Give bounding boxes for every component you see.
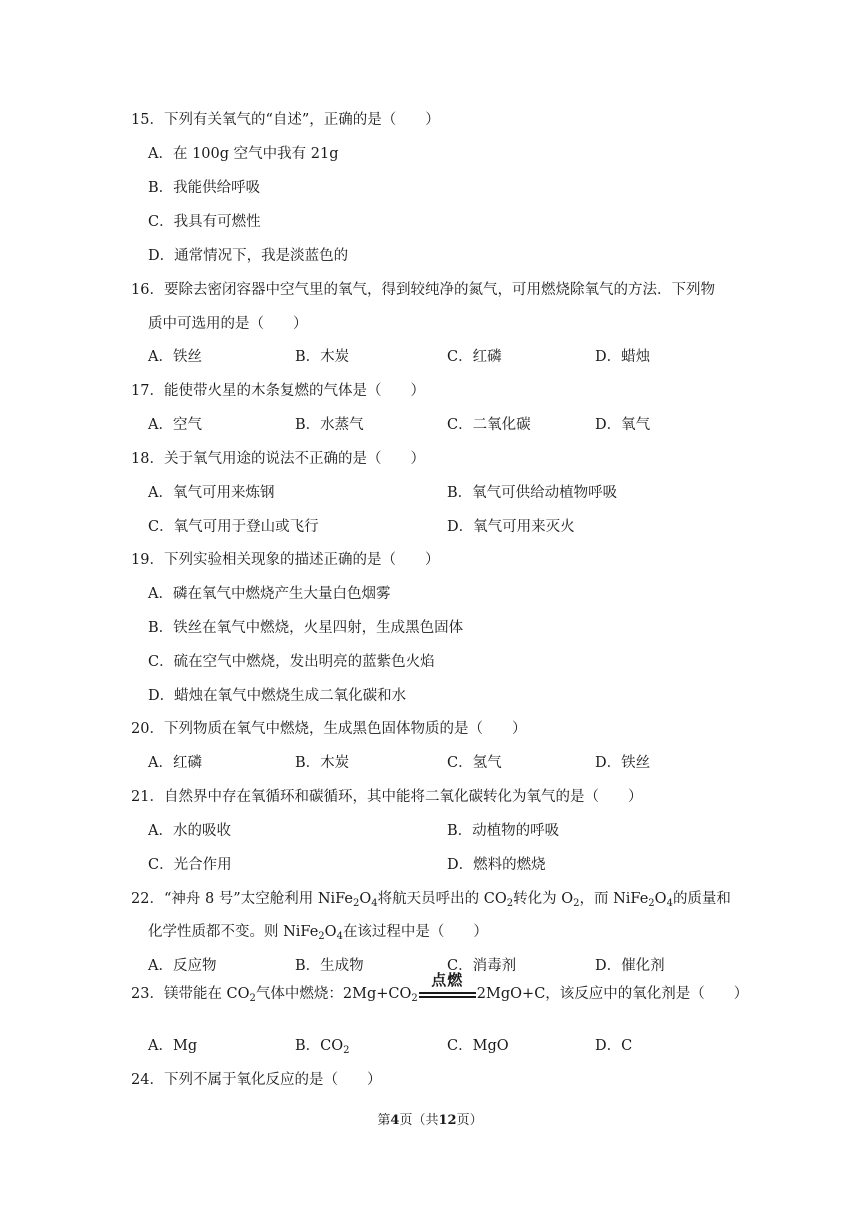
question-15-option-b: B．我能供给呼吸 [148, 180, 261, 196]
question-20-option-b: B．木炭 [295, 755, 350, 771]
question-23-option-c: C．MgO [447, 1038, 509, 1054]
question-16-option-c: C．红磷 [447, 349, 502, 365]
question-20-option-a: A．红磷 [148, 755, 202, 771]
question-18-option-b: B．氧气可供给动植物呼吸 [447, 485, 618, 501]
question-17-option-a: A．空气 [148, 417, 202, 433]
question-15-option-d: D．通常情况下，我是淡蓝色的 [148, 248, 349, 264]
question-23-stem: 23．镁带能在 $CO_2$气体中燃烧：$2Mg+CO_2$ 点燃 2MgO+C，该反应中的氧化剂是（ ） [131, 971, 749, 1004]
question-19-option-a: A．磷在氧气中燃烧产生大量白色烟雾 [148, 586, 391, 602]
page-footer: 第4页（共12页） [377, 1113, 483, 1128]
question-20-option-d: D．铁丝 [595, 755, 651, 771]
question-17-option-d: D．氧气 [595, 417, 651, 433]
question-17-stem: 17．能使带火星的木条复燃的气体是（ ） [131, 383, 425, 399]
question-19-option-c: C．硫在空气中燃烧，发出明亮的蓝紫色火焰 [148, 654, 435, 670]
question-15-stem: 15．下列有关氧气的“自述”，正确的是（ ） [131, 112, 440, 128]
question-22-option-b: B．生成物 [295, 958, 364, 974]
question-21-option-c: C．光合作用 [148, 857, 232, 873]
question-20-option-c: C．氢气 [447, 755, 502, 771]
question-22-option-c: C．消毒剂 [447, 958, 517, 974]
question-22-stem-line1: 22．“神舟 8 号”太空舱利用 $NiFe_2O_4$将航天员呼出的 $CO_2$转化为 $O_2$，而 $NiFe_2O_4$的质量和 [131, 891, 731, 909]
question-16-option-d: D．蜡烛 [595, 349, 651, 365]
question-22-option-a: A．反应物 [148, 958, 217, 974]
question-22-stem-line2: 化学性质都不变。则 $NiFe_2O_4$在该过程中是（ ） [148, 924, 488, 942]
question-15-option-c: C．我具有可燃性 [148, 214, 261, 230]
question-21-stem: 21．自然界中存在氧循环和碳循环，其中能将二氧化碳转化为氧气的是（ ） [131, 789, 643, 805]
question-17-option-c: C．二氧化碳 [447, 417, 531, 433]
question-23-option-b: B．$CO_2$ [295, 1038, 350, 1056]
question-18-option-a: A．氧气可用来炼钢 [148, 485, 275, 501]
question-15-option-a: A．在 100g 空气中我有 21g [148, 146, 339, 162]
question-19-option-d: D．蜡烛在氧气中燃烧生成二氧化碳和水 [148, 688, 407, 704]
question-16-option-b: B．木炭 [295, 349, 350, 365]
question-24-stem: 24．下列不属于氧化反应的是（ ） [131, 1072, 382, 1088]
question-18-stem: 18．关于氧气用途的说法不正确的是（ ） [131, 451, 425, 467]
question-21-option-d: D．燃料的燃烧 [447, 857, 546, 873]
question-22-option-d: D．催化剂 [595, 958, 665, 974]
question-21-option-b: B．动植物的呼吸 [447, 823, 560, 839]
question-23-option-a: A．Mg [148, 1038, 198, 1054]
question-19-stem: 19．下列实验相关现象的描述正确的是（ ） [131, 552, 440, 568]
page-total: 12 [438, 1113, 457, 1128]
question-16-option-a: A．铁丝 [148, 349, 202, 365]
question-17-option-b: B．水蒸气 [295, 417, 364, 433]
page-number: 4 [390, 1113, 400, 1128]
reaction-arrow [419, 971, 476, 1004]
question-21-option-a: A．水的吸收 [148, 823, 231, 839]
question-16-stem-line2: 质中可选用的是（ ） [148, 316, 308, 332]
question-20-stem: 20．下列物质在氧气中燃烧，生成黑色固体物质的是（ ） [131, 721, 527, 737]
question-18-option-c: C．氧气可用于登山或飞行 [148, 519, 319, 535]
question-23-option-d: D．C [595, 1038, 633, 1054]
question-18-option-d: D．氧气可用来灭火 [447, 519, 575, 535]
question-16-stem-line1: 16．要除去密闭容器中空气里的氧气，得到较纯净的氮气，可用燃烧除氧气的方法．下列物 [131, 282, 715, 298]
question-19-option-b: B．铁丝在氧气中燃烧，火星四射，生成黑色固体 [148, 620, 464, 636]
reaction-condition: 点燃 [431, 971, 464, 989]
